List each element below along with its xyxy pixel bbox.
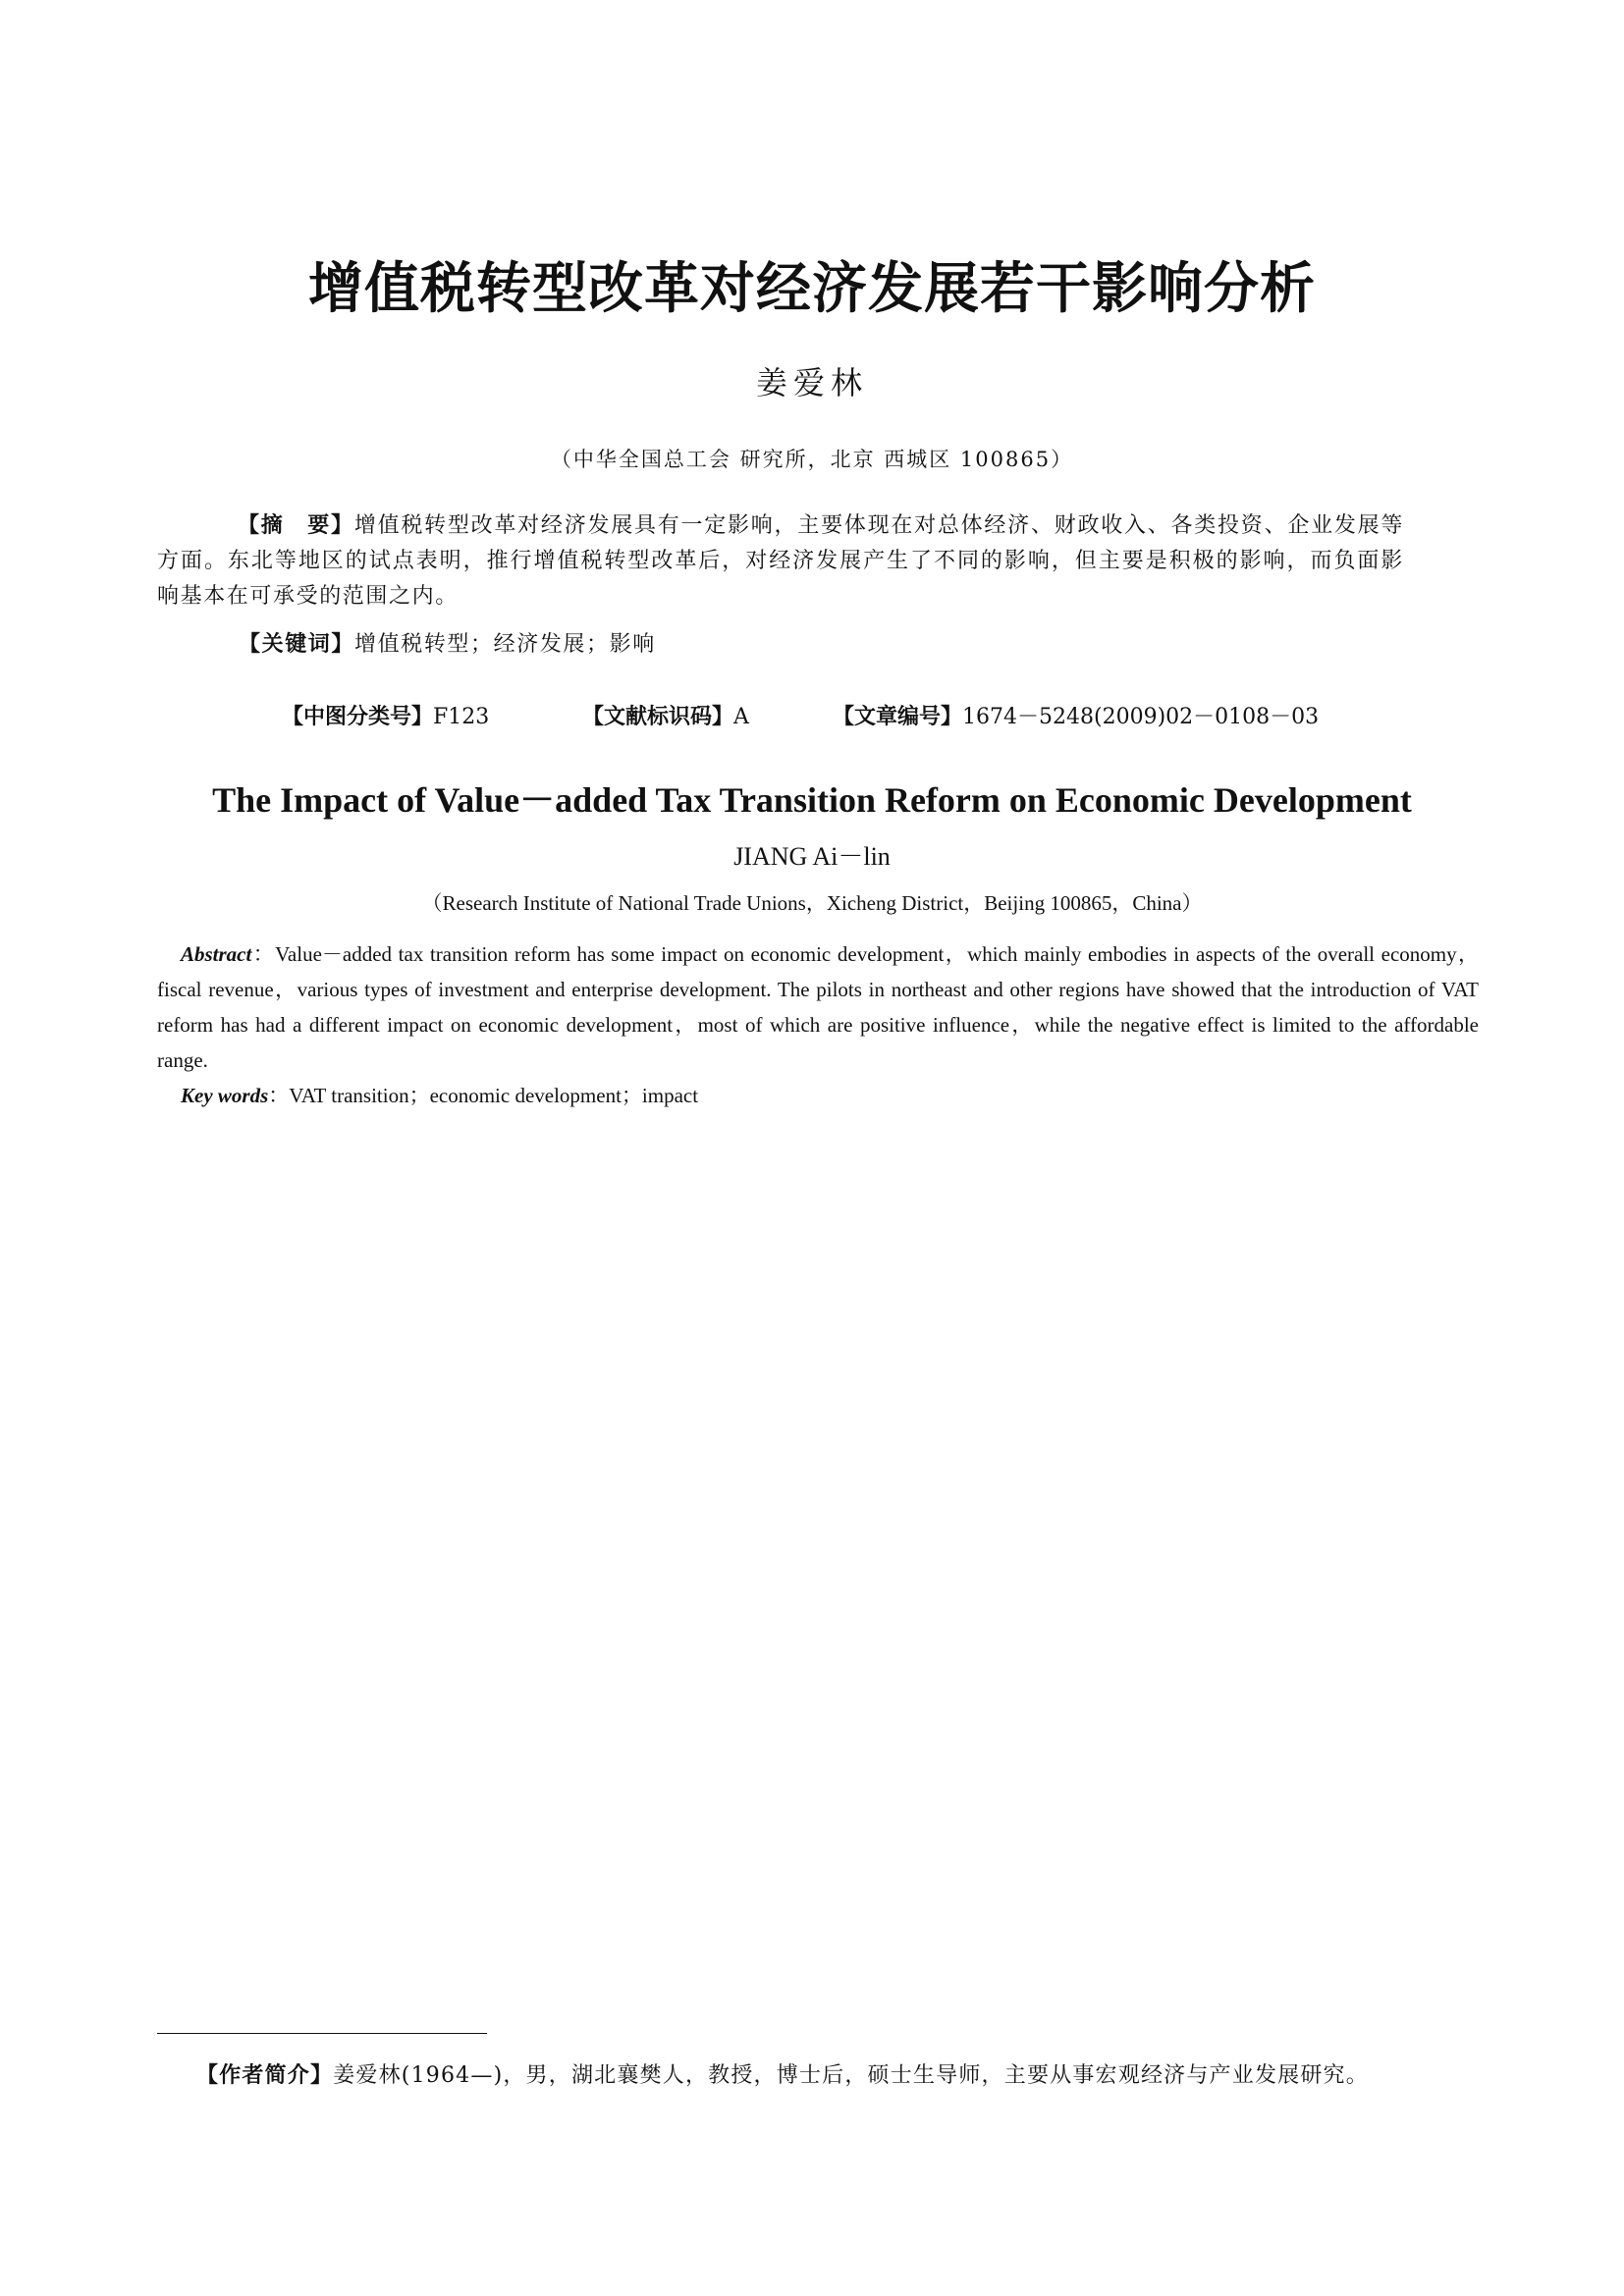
english-author: JIANG Ai－lin <box>733 842 891 871</box>
classification-value: F123 <box>433 705 490 729</box>
english-abstract <box>157 936 1479 1078</box>
document-code-value: A <box>733 705 749 729</box>
english-keywords-text: ：VAT transition；economic development；impact <box>268 1084 699 1107</box>
article-number-label: 【文章编号】 <box>833 705 963 729</box>
chinese-abstract-text: 增值税转型改革对经济发展具有一定影响，主要体现在对总体经济、财政收入、各类投资、企业发展等方面。东北等地区的试点表明，推行增值税转型改革后，对经济发展产生了不同的影响，但主要是积极的影响，而负面影响基本在可承受的范围之内。 <box>157 513 1404 609</box>
chinese-title: 增值税转型改革对经济发展若干影响分析 <box>308 257 1316 321</box>
article-number <box>833 700 1319 735</box>
english-abstract-text: ：Value－added tax transition reform has some impact on economic development，which mainly embodies in aspects of the overall economy，fiscal revenue，various types of investment and enterprise development. The pilots in northeast and other regions have showed that the introduction of VAT reform has had a different impact on economic development，most of which are positive influence，while the negative effect is limited to the affordable range. <box>157 942 1479 1072</box>
footnote-label: 【作者简介】 <box>196 2063 334 2088</box>
chinese-abstract <box>157 508 1404 614</box>
article-number-value: 1674－5248(2009)02－0108－03 <box>962 705 1320 729</box>
chinese-keywords-text: 增值税转型；经济发展；影响 <box>354 632 656 657</box>
chinese-keywords-label: 【关键词】 <box>239 632 355 657</box>
chinese-keywords <box>239 627 656 663</box>
classification-number <box>282 700 489 735</box>
chinese-abstract-label: 【摘 要】 <box>238 513 354 538</box>
english-title: The Impact of Value－added Tax Transition Reform on Economic Development <box>212 780 1412 820</box>
chinese-affiliation: （中华全国总工会 研究所，北京 西城区 100865） <box>550 448 1074 471</box>
author-footnote <box>196 2058 1369 2094</box>
english-affiliation: （Research Institute of National Trade Unions，Xicheng District，Beijing 100865，China） <box>421 891 1203 915</box>
english-keywords <box>181 1078 698 1113</box>
footnote-divider <box>157 2033 487 2034</box>
document-code-label: 【文献标识码】 <box>582 705 734 729</box>
chinese-author: 姜爱林 <box>755 364 868 401</box>
footnote-text: 姜爱林(1964—)，男，湖北襄樊人，教授，博士后，硕士生导师，主要从事宏观经济与产业发展研究。 <box>333 2063 1369 2088</box>
document-code <box>582 700 749 735</box>
english-abstract-label: Abstract <box>181 942 252 966</box>
english-keywords-label: Key words <box>181 1084 269 1107</box>
classification-label: 【中图分类号】 <box>282 705 434 729</box>
